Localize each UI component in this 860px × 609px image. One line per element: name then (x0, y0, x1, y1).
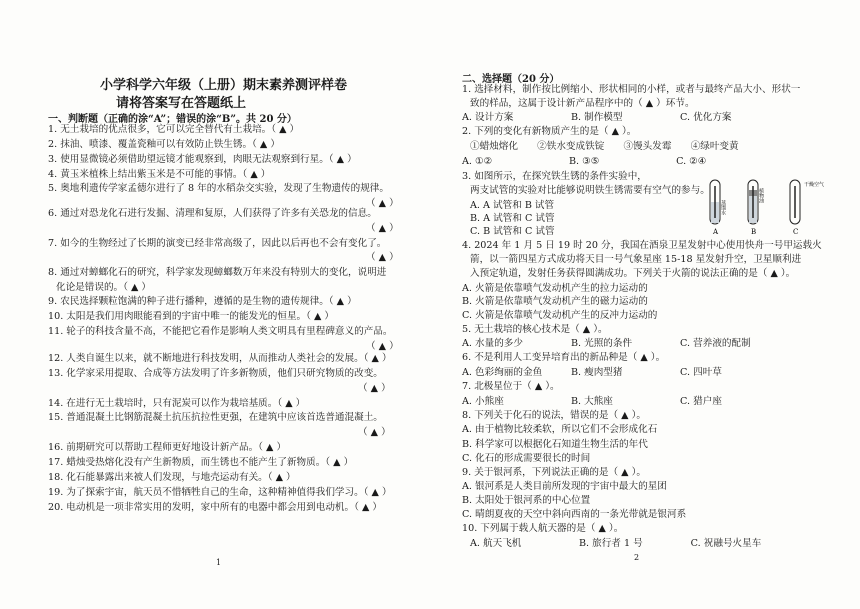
judgment-line: 3. 使用显微镜必须借助望远镜才能观察到，肉眼无法观察到行星。（ ▲ ） (48, 154, 357, 165)
judgment-line: 6. 通过对恐龙化石进行发掘、清理和复原，人们获得了许多有关恐龙的信息。 (48, 208, 377, 219)
choice-line: A. 由于植物比较柔软，所以它们不会形成化石 (462, 424, 658, 435)
page-number-right: 2 (634, 553, 640, 562)
judgment-line: 11. 轮子的科技含量不高，不能把它看作是影响人类文明具有里程碑意义的产品。 (48, 326, 393, 337)
tube-b-label: B (751, 228, 757, 236)
judgment-line: 13. 化学家采用提取、合成等方法发明了许多新物质，他们只研究物质的改变。 (48, 368, 383, 379)
choice-line: 5. 无土栽培的核心技术是（ ▲ ）。 (462, 324, 608, 335)
judgment-line: 7. 如今的生物经过了长期的演变已经非常高级了，因此以后再也不会有变化了。 (48, 238, 387, 249)
choice-line: A. ①② B. ③⑤ C. ②④ (462, 156, 707, 167)
choice-line: A. 银河系是人类目前所发现的宇宙中最大的星团 (462, 481, 667, 492)
judgment-line: 4. 黄玉米植株上结出紫玉米是不可能的事情。（ ▲ ） (48, 169, 271, 180)
choice-line: B. 火箭是依靠喷气发动机产生的磁力运动的 (462, 296, 648, 307)
choice-line: 9. 关于银河系，下列说法正确的是（ ▲ ）。 (462, 467, 646, 478)
choice-line: 致的样品，这属于设计新产品程序中的（ ▲ ）环节。 (470, 98, 695, 109)
judgment-line: 19. 为了探索宇宙，航天员不惜牺牲自己的生命，这种精神值得我们学习。（ ▲ ） (48, 487, 392, 498)
section2-heading: 二、选择题（20 分） (462, 74, 560, 85)
judgment-line: 1. 无土栽培的优点很多，它可以完全替代有土栽培。（ ▲ ） (48, 124, 300, 135)
test-tube-figure (700, 178, 840, 238)
choice-line: A. 航天飞机 B. 旅行者 1 号 C. 祝融号火星车 (470, 538, 762, 549)
section1-heading: 一、判断题（正确的涂“A”；错误的涂“B”。共 20 分） (48, 114, 297, 125)
judgment-line: 17. 蜡烛受热熔化没有产生新物质，而生锈也不能产生了新物质。（ ▲ ） (48, 457, 354, 468)
judgment-line: 5. 奥地利遗传学家孟德尔进行了 8 年的水稻杂交实验，发现了生物遗传的规律。 (48, 183, 389, 194)
judgment-line: （ ▲ ） (366, 223, 399, 234)
judgment-line: （ ▲ ） (366, 252, 399, 263)
exam-title: 小学科学六年级（上册）期末素养测评样卷 (100, 78, 348, 93)
choice-line: ①蜡烛熔化 ②铁水变成铁锭 ③馒头发霉 ④绿叶变黄 (470, 141, 739, 152)
judgment-line: （ ▲ ） (358, 383, 391, 394)
judgment-line: 9. 农民选择颗粒饱满的种子进行播种，遵循的是生物的遗传规律。（ ▲ ） (48, 296, 357, 307)
judgment-line: 12. 人类自诞生以来，就不断地进行科技发明，从而推动人类社会的发展。（ ▲ ） (48, 353, 392, 364)
choice-line: 10. 下列属于载人航天器的是（ ▲ ）。 (462, 523, 624, 534)
choice-line: A. 色彩绚丽的金鱼 B. 瘦肉型猪 C. 四叶草 (462, 367, 722, 378)
choice-line: A. 水量的多少 B. 光照的条件 C. 营养液的配制 (462, 338, 751, 349)
judgment-line: （ ▲ ） (366, 341, 399, 352)
dry-air-label: 干燥空气 (804, 182, 825, 188)
judgment-line: 2. 抹油、喷漆、覆盖瓷釉可以有效防止铁生锈。（ ▲ ） (48, 139, 280, 150)
judgment-line: 18. 化石能暴露出来被人们发现，与地壳运动有关。（ ▲ ） (48, 472, 296, 483)
choice-line: B. 科学家可以根据化石知道生物生活的年代 (462, 439, 648, 450)
choice-line: C. 晴朗夏夜的天空中斜向西南的一条光带就是银河系 (462, 509, 687, 520)
choice-line: 8. 下列关于化石的说法，错误的是（ ▲ ）。 (462, 410, 646, 421)
tube-a (710, 180, 720, 236)
choice-line: A. 火箭是依靠喷气发动机产生的拉力运动的 (462, 283, 648, 294)
exam-subtitle: 请将答案写在答题纸上 (116, 96, 247, 111)
judgment-line: 14. 在进行无土栽培时，只有泥炭可以作为栽培基质。（ ▲ ） (48, 398, 306, 409)
tube-c-label: C (793, 228, 799, 236)
water-label: 蒸馏水 (720, 200, 726, 215)
choice-line: A. A 试管和 B 试管 (470, 200, 555, 211)
tube-a-label: A (713, 228, 719, 236)
choice-line: 箭，以一箭四星方式成功将天目一号气象星座 15-18 星发射升空，卫星顺利进 (470, 254, 802, 265)
choice-line: 2. 下列的变化有新物质产生的是（ ▲ ）。 (462, 126, 637, 137)
choice-line: C. B 试管和 C 试管 (470, 226, 555, 237)
choice-line: 1. 选择材料，制作按比例缩小、形状相同的小样，或者与最终产品大小、形状一 (462, 84, 801, 95)
choice-line: B. A 试管和 C 试管 (470, 213, 555, 224)
judgment-line: 化论是错误的。（ ▲ ） (56, 282, 152, 293)
choice-line: C. 化石的形成需要很长的时间 (462, 453, 591, 464)
tube-b (748, 180, 758, 236)
judgment-line: 10. 太阳是我们用肉眼能看到的宇宙中唯一的能发光的恒星。（ ▲ ） (48, 311, 335, 322)
judgment-line: 8. 通过对蟑螂化石的研究，科学家发现蟑螂数万年来没有特别大的变化，说明进 (48, 267, 387, 278)
oil-label: 植物油 (758, 188, 764, 203)
choice-line: 7. 北极星位于（ ▲ ）。 (462, 381, 560, 392)
choice-line: 4. 2024 年 1 月 5 日 19 时 20 分，我国在酒泉卫星发射中心使用快舟一号甲运载火 (462, 240, 822, 251)
judgment-line: 15. 普通混凝土比钢筋混凝土抗压抗拉性更强，在建筑中应该首选普通混凝土。 (48, 412, 383, 423)
choice-line: B. 太阳处于银河系的中心位置 (462, 495, 591, 506)
judgment-line: （ ▲ ） (358, 427, 391, 438)
page-number-left: 1 (216, 558, 222, 567)
judgment-line: 16. 前期研究可以帮助工程师更好地设计新产品。（ ▲ ） (48, 442, 287, 453)
judgment-line: 20. 电动机是一项非常实用的发明，家中所有的电器中都会用到电动机。（ ▲ ） (48, 502, 382, 513)
choice-line: A. 设计方案 B. 制作模型 C. 优化方案 (462, 112, 732, 123)
choice-line: 入预定轨道，发射任务获得圆满成功。下列关于火箭的说法正确的是（ ▲ ）。 (470, 268, 796, 279)
choice-line: 两支试管的实验对比能够说明铁生锈需要有空气的参与。 (470, 185, 710, 196)
choice-line: 6. 不是利用人工变异培育出的新品种是（ ▲ ）。 (462, 352, 666, 363)
choice-line: 3. 如图所示，在探究铁生锈的条件实验中， (462, 171, 647, 182)
tube-c (790, 180, 800, 236)
choice-line: C. 火箭是依靠喷气发动机产生的反冲力运动的 (462, 310, 658, 321)
judgment-line: （ ▲ ） (366, 198, 399, 209)
choice-line: A. 小熊座 B. 大熊座 C. 猎户座 (462, 396, 722, 407)
